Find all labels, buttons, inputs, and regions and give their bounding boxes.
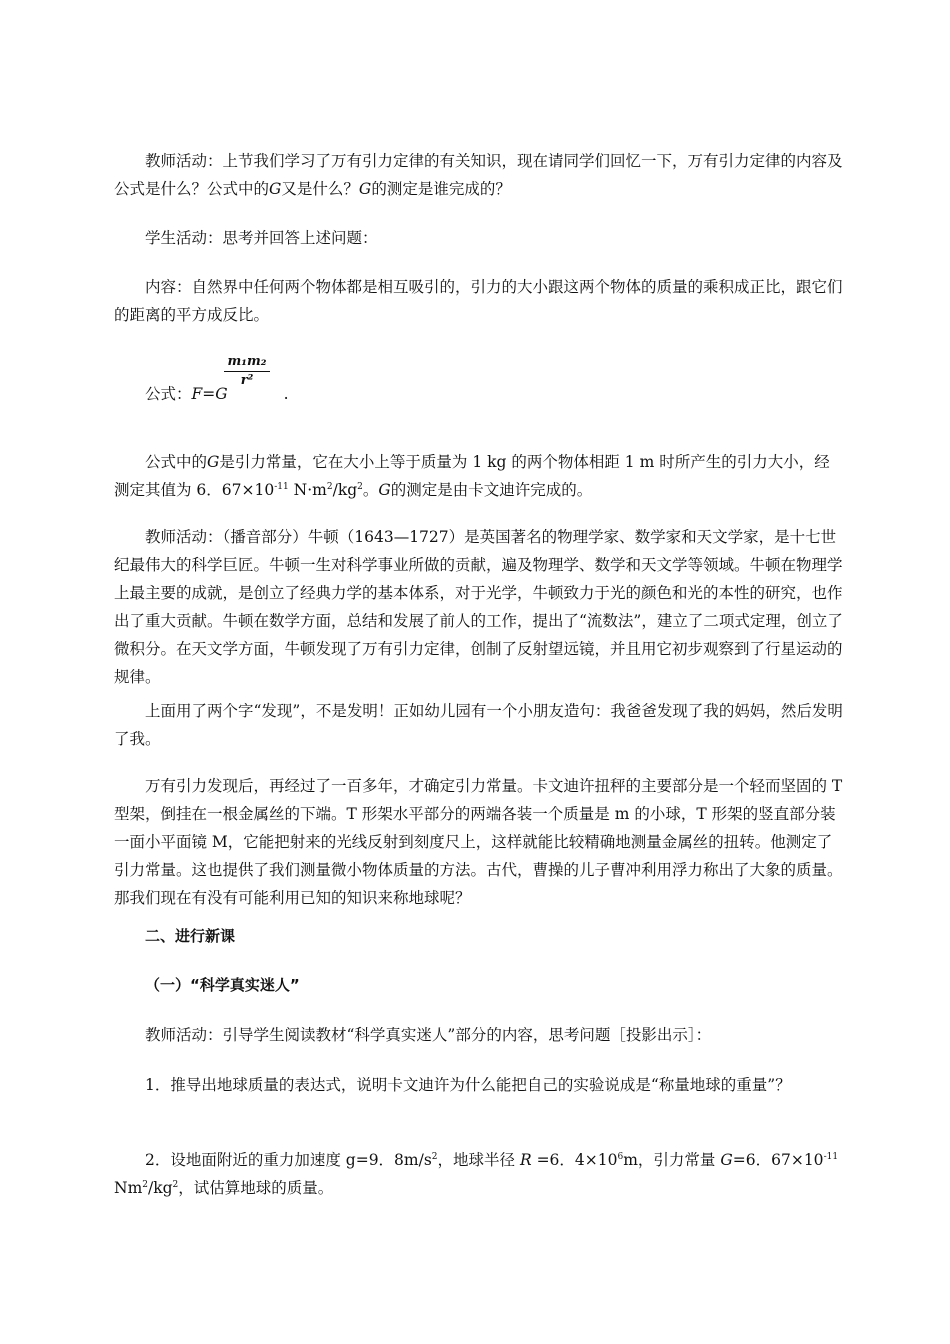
question-1: 1．推导出地球质量的表达式，说明卡文迪许为什么能把自己的实验说成是“称量地球的重量”？ — [145, 1076, 791, 1094]
exponent: 2 — [431, 1151, 438, 1162]
paragraph-newton-bio: 教师活动：（播音部分）牛顿（1643—1727）是英国著名的物理学家、数学家和天文学家，是十七世纪最伟大的科学巨匠。牛顿一生对科学事业所做的贡献，遍及物理学、数学和天文学等领域。牛顿在物理学上最主要的成就，是创立了经典力学的基本体系，对于光学，牛顿致力于光的颜色和光的本性的研究，也作出了重大贡献。牛顿在数学方面，总结和发展了前人的工作，提出了“流数法”，建立了二项式定理，创立了微积分。在天文学方面，牛顿发现了万有引力定律，创制了反射望远镜，并且用它初步观察到了行星运动的规律。 — [114, 528, 843, 686]
exponent: 6 — [617, 1151, 624, 1162]
symbol-g: G — [378, 481, 391, 499]
paragraph-gravitational-constant — [114, 448, 844, 504]
text: 2．设地面附近的重力加速度 g=9．8m/s — [145, 1151, 432, 1169]
text: 又是什么？ — [281, 180, 359, 198]
text: ，地球半径 — [437, 1151, 520, 1169]
formula-fraction — [224, 354, 270, 388]
heading-science-fascinating: （一）“科学真实迷人” — [145, 976, 300, 994]
exponent: 2 — [142, 1179, 148, 1190]
heading-new-lesson: 二、进行新课 — [145, 927, 236, 945]
fraction-denominator: r² — [240, 373, 254, 388]
text: ，试估算地球的质量。 — [178, 1179, 334, 1197]
text: m，引力常量 — [623, 1151, 721, 1169]
exponent: -11 — [823, 1151, 839, 1162]
text: =6．4×10 — [531, 1151, 618, 1169]
text: 的测定是由卡文迪许完成的。 — [390, 481, 593, 499]
symbol-g: G — [207, 453, 220, 471]
exponent: 2 — [357, 481, 363, 492]
symbol-g: G — [358, 180, 372, 198]
formula-lhs: F=G — [191, 385, 228, 403]
paragraph-teacher-guide: 教师活动：引导学生阅读教材“科学真实迷人”部分的内容，思考问题［投影出示］： — [145, 1026, 712, 1044]
unit: N·m — [288, 481, 327, 499]
exponent: 2 — [172, 1179, 179, 1190]
unit: /kg — [148, 1179, 173, 1197]
exponent: -11 — [274, 481, 289, 492]
symbol-r: R — [519, 1151, 532, 1169]
text: 是引力常量，它在大小上等于质量为 1 kg 的两个物体相距 1 m 时所产生的引力大小，经测定其值为 6．67×10 — [114, 453, 830, 499]
unit: Nm — [114, 1179, 143, 1197]
text: 。 — [362, 481, 379, 499]
paragraph-cavendish: 万有引力发现后，再经过了一百多年，才确定引力常量。卡文迪许扭秤的主要部分是一个轻而坚固的 T 型架，倒挂在一根金属丝的下端。T 形架水平部分的两端各装一个质量是 m 的小球，T 形架的竖直部分装一面小平面镜 M，它能把射来的光线反射到刻度尺上，这样就能比较精确地测量金属丝的扭转。他测定了引力常量。这也提供了我们测量微小物体质量的方法。古代，曹操的儿子曹冲利用浮力称出了大象的质量。那我们现在有没有可能利用已知的知识来称地球呢？ — [114, 777, 843, 907]
text: 公式中的 — [145, 453, 208, 471]
formula-period: . — [283, 385, 289, 403]
paragraph-law-content: 内容：自然界中任何两个物体都是相互吸引的，引力的大小跟这两个物体的质量的乘积成正比，跟它们的距离的平方成反比。 — [114, 278, 843, 324]
unit: /kg — [332, 481, 358, 499]
text: 教师活动：上节我们学习了万有引力定律的有关知识，现在请同学们回忆一下，万有引力定律的内容及公式是什么？公式中的 — [114, 152, 843, 198]
symbol-g: G — [269, 180, 282, 198]
text: 的测定是谁完成的？ — [371, 180, 511, 198]
symbol-g: G — [720, 1151, 733, 1169]
paragraph-teacher-question — [114, 147, 844, 203]
paragraph-student-activity: 学生活动：思考并回答上述问题： — [145, 229, 378, 247]
fraction-numerator: m₁m₂ — [224, 354, 270, 372]
exponent: 2 — [326, 481, 333, 492]
text: =6．67×10 — [732, 1151, 824, 1169]
question-2 — [114, 1146, 844, 1202]
formula-label: 公式： — [145, 385, 192, 403]
paragraph-discover-invent: 上面用了两个字“发现”，不是发明！正如幼儿园有一个小朋友造句：我爸爸发现了我的妈妈，然后发明了我。 — [114, 702, 843, 748]
